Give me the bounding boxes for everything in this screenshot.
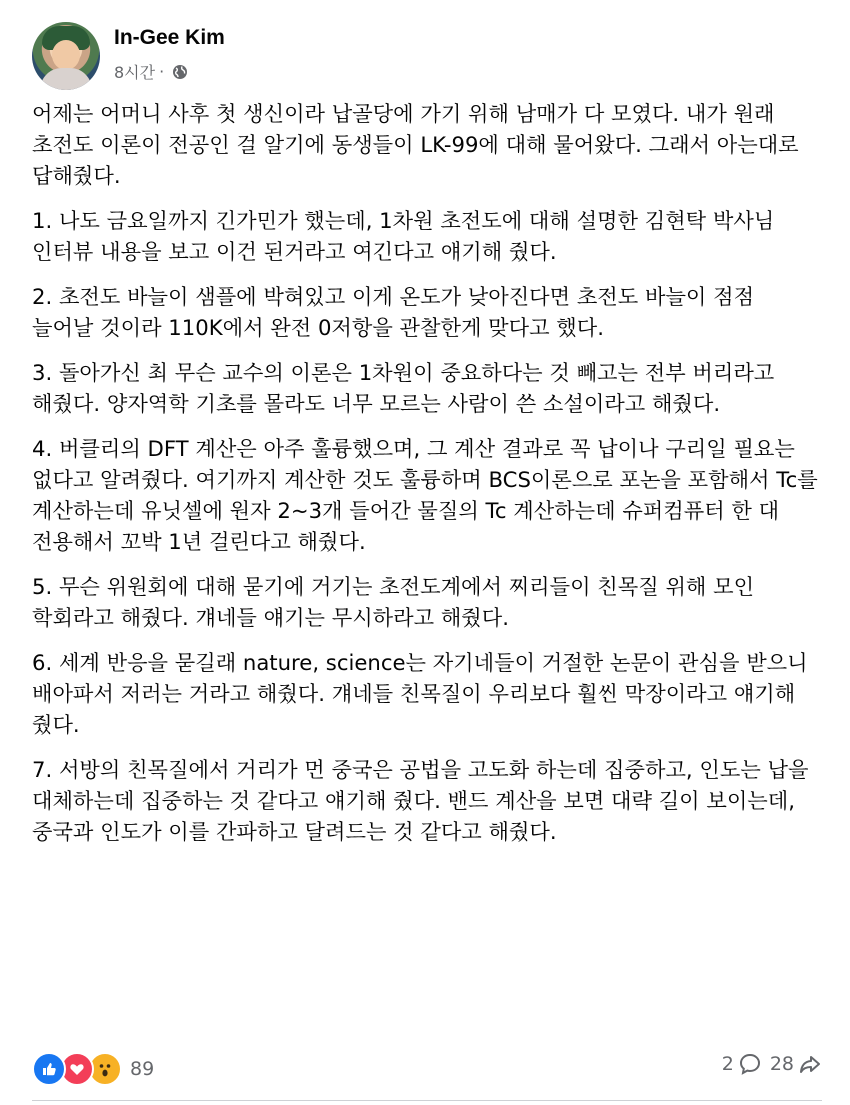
post-paragraph: 5. 무슨 위원회에 대해 묻기에 거기는 초전도계에서 찌리들이 친목질 위해 모인 학회라고 해줬다. 걔네들 얘기는 무시하라고 해줬다. xyxy=(32,574,755,630)
post-paragraph: 4. 버클리의 DFT 계산은 아주 훌륭했으며, 그 계산 결과로 꼭 납이나 구리일 필요는 없다고 알려줬다. 여기까지 계산한 것도 훌륭하며 BCS이론으로 포논을 포함해서 Tc를 계산하는데 유닛셀에 원자 2~3개 들어간 물질의 Tc 계산하는데 슈퍼컴퓨터 한 대 전용해서 꼬박 1년 걸린다고 해줬다. xyxy=(32,436,818,554)
post-footer xyxy=(32,1048,822,1088)
comment-count: 2 xyxy=(721,1053,734,1075)
post-content xyxy=(32,98,822,861)
reactions-summary[interactable] xyxy=(32,1052,154,1086)
globe-icon xyxy=(172,64,188,80)
post-paragraph: 2. 초전도 바늘이 샘플에 박혀있고 이게 온도가 낮아진다면 초전도 바늘이 점점 늘어날 것이라 110K에서 완전 0저항을 관찰한게 맞다고 했다. xyxy=(32,284,755,340)
post-paragraph: 어제는 어머니 사후 첫 생신이라 납골당에 가기 위해 남매가 다 모였다. 내가 원래 초전도 이론이 전공인 걸 알기에 동생들이 LK-99에 대해 물어왔다. 그래서 아는대로 답해줬다. xyxy=(32,101,799,188)
share-icon xyxy=(798,1052,822,1076)
avatar[interactable] xyxy=(32,22,100,90)
comment-icon xyxy=(738,1052,762,1076)
author-name[interactable]: In-Gee Kim xyxy=(114,26,225,49)
comments-stat[interactable] xyxy=(722,1052,762,1076)
share-count: 28 xyxy=(769,1053,794,1075)
post-stats xyxy=(722,1052,822,1076)
reaction-count: 89 xyxy=(130,1058,155,1080)
post-paragraph: 3. 돌아가신 최 무슨 교수의 이론은 1차원이 중요하다는 것 빼고는 전부 버리라고 해줬다. 양자역학 기초를 몰라도 너무 모르는 사람이 쓴 소설이라고 해줬다. xyxy=(32,360,775,416)
post-paragraph: 7. 서방의 친목질에서 거리가 먼 중국은 공법을 고도화 하는데 집중하고, 인도는 납을 대체하는데 집중하는 것 같다고 얘기해 줬다. 밴드 계산을 보면 대략 길이 보이는데, 중국과 인도가 이를 간파하고 달려드는 것 같다고 해줬다. xyxy=(32,757,809,844)
post-time[interactable]: 8시간 xyxy=(114,63,156,82)
footer-divider xyxy=(32,1100,822,1101)
meta-separator: · xyxy=(159,62,165,81)
like-icon xyxy=(32,1052,66,1086)
post-meta xyxy=(114,60,188,83)
post-paragraph: 6. 세계 반응을 묻길래 nature, science는 자기네들이 거절한 논문이 관심을 받으니 배아파서 저러는 거라고 해줬다. 걔네들 친목질이 우리보다 훨씬 막장이라고 얘기해 줬다. xyxy=(32,650,808,737)
shares-stat[interactable] xyxy=(770,1052,822,1076)
post-paragraph: 1. 나도 금요일까지 긴가민가 했는데, 1차원 초전도에 대해 설명한 김현탁 박사님 인터뷰 내용을 보고 이건 된거라고 여긴다고 얘기해 줬다. xyxy=(32,208,775,264)
